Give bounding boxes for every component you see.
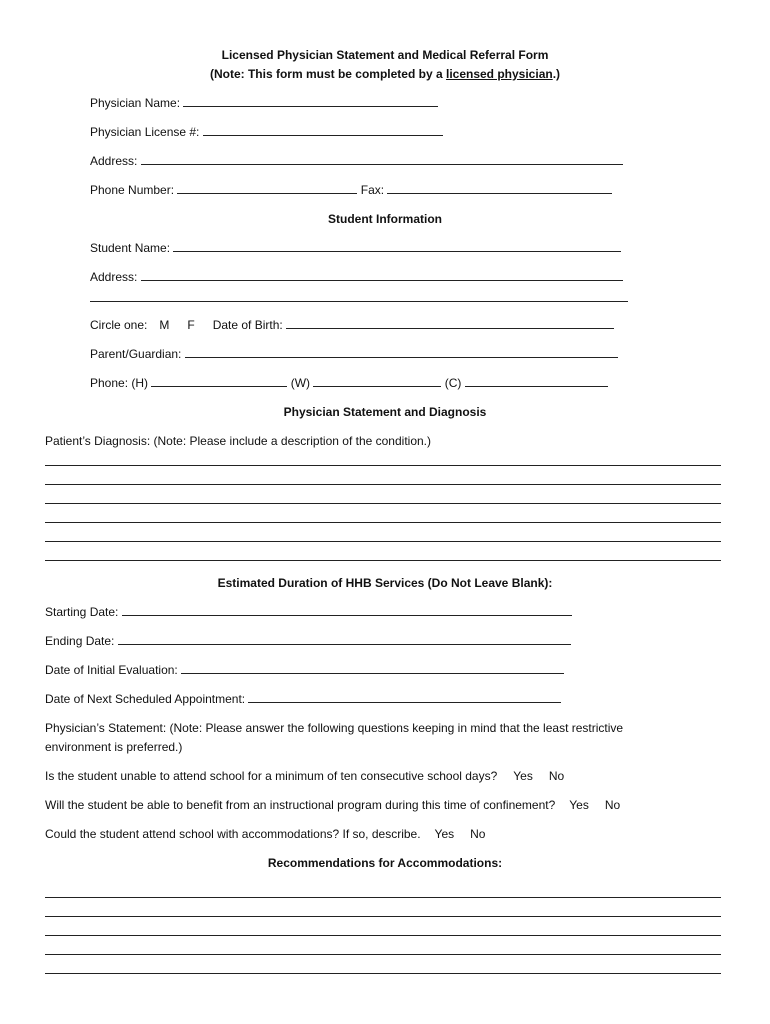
diagnosis-heading: Physician Statement and Diagnosis [283, 405, 487, 419]
physician-name-row [90, 95, 438, 111]
phone-h-field[interactable] [151, 375, 287, 387]
recommendations-heading: Recommendations for Accommodations: [267, 856, 503, 870]
duration-heading: Estimated Duration of HHB Services (Do Not Leave Blank): [217, 576, 553, 590]
diagnosis-line-6[interactable] [45, 560, 721, 561]
initial-eval-field[interactable] [181, 662, 564, 674]
student-name-label: Student Name: [90, 241, 171, 255]
physician-phone-label: Phone Number: [90, 183, 175, 197]
student-address-row [90, 269, 623, 285]
question-2: Will the student be able to benefit from an instructional program during this time of confinement? [45, 798, 556, 812]
question-1-no[interactable]: No [548, 769, 565, 783]
physician-phone-row [90, 182, 612, 198]
physician-license-label: Physician License #: [90, 125, 200, 139]
dob-field[interactable] [286, 317, 614, 329]
question-1-row [45, 768, 564, 784]
phone-c-label: (C) [444, 376, 462, 390]
note-link: licensed physician [445, 67, 553, 81]
question-2-yes[interactable]: Yes [569, 798, 589, 812]
recommendation-line-3[interactable] [45, 935, 721, 936]
student-address-field-2[interactable] [90, 290, 628, 302]
student-phone-row [90, 375, 608, 391]
diagnosis-line-2[interactable] [45, 484, 721, 485]
diagnosis-line-4[interactable] [45, 522, 721, 523]
recommendation-line-1[interactable] [45, 897, 721, 898]
statement-intro-2: environment is preferred.) [45, 740, 183, 754]
question-1-yes[interactable]: Yes [513, 769, 533, 783]
phone-h-label: Phone: (H) [90, 376, 149, 390]
phone-w-field[interactable] [313, 375, 441, 387]
parent-label: Parent/Guardian: [90, 347, 182, 361]
parent-field[interactable] [185, 346, 618, 358]
question-3-no[interactable]: No [470, 827, 486, 841]
next-appt-row [45, 691, 561, 707]
student-address-row-2 [90, 290, 628, 306]
recommendation-line-2[interactable] [45, 916, 721, 917]
physician-license-row [90, 124, 443, 140]
question-1: Is the student unable to attend school for a minimum of ten consecutive school days? [45, 769, 498, 783]
starting-date-row [45, 604, 572, 620]
dob-label: Date of Birth: [212, 318, 283, 332]
next-appt-field[interactable] [248, 691, 561, 703]
student-address-label: Address: [90, 270, 138, 284]
physician-address-label: Address: [90, 154, 138, 168]
ending-date-row [45, 633, 571, 649]
note-suffix: .) [552, 67, 561, 81]
question-2-no[interactable]: No [604, 798, 621, 812]
diagnosis-line-5[interactable] [45, 541, 721, 542]
phone-c-field[interactable] [465, 375, 608, 387]
gender-option-m[interactable]: M [159, 318, 170, 332]
ending-date-label: Ending Date: [45, 634, 115, 648]
ending-date-field[interactable] [118, 633, 571, 645]
circle-one-label: Circle one: [90, 318, 148, 332]
phone-w-label: (W) [290, 376, 311, 390]
starting-date-label: Starting Date: [45, 605, 119, 619]
form-title: Licensed Physician Statement and Medical Referral Form [221, 48, 549, 62]
starting-date-field[interactable] [122, 604, 572, 616]
physician-fax-field[interactable] [387, 182, 612, 194]
recommendation-line-5[interactable] [45, 973, 721, 974]
student-name-field[interactable] [173, 240, 621, 252]
note-prefix: (Note: This form must be completed by a [209, 67, 446, 81]
physician-phone-field[interactable] [177, 182, 357, 194]
physician-name-field[interactable] [183, 95, 438, 107]
initial-eval-label: Date of Initial Evaluation: [45, 663, 178, 677]
parent-row [90, 346, 618, 362]
form-note [0, 66, 770, 82]
gender-option-f[interactable]: F [187, 318, 195, 332]
question-3-row [45, 826, 485, 842]
gender-dob-row [90, 317, 614, 333]
physician-address-row [90, 153, 623, 169]
physician-address-field[interactable] [141, 153, 623, 165]
physician-fax-label: Fax: [360, 183, 385, 197]
physician-name-label: Physician Name: [90, 96, 181, 110]
question-2-row [45, 797, 620, 813]
diagnosis-line-1[interactable] [45, 465, 721, 466]
initial-eval-row [45, 662, 564, 678]
question-3-yes[interactable]: Yes [434, 827, 455, 841]
next-appt-label: Date of Next Scheduled Appointment: [45, 692, 246, 706]
physician-license-field[interactable] [203, 124, 443, 136]
diagnosis-line-3[interactable] [45, 503, 721, 504]
diagnosis-prompt: Patient’s Diagnosis: (Note: Please include a description of the condition.) [45, 434, 431, 448]
student-info-heading: Student Information [328, 212, 442, 226]
student-address-field[interactable] [141, 269, 623, 281]
statement-intro-1: Physician’s Statement: (Note: Please answer the following questions keeping in mind that the least restrictive [45, 721, 624, 735]
recommendation-line-4[interactable] [45, 954, 721, 955]
student-name-row [90, 240, 621, 256]
question-3: Could the student attend school with accommodations? If so, describe. [45, 827, 421, 841]
